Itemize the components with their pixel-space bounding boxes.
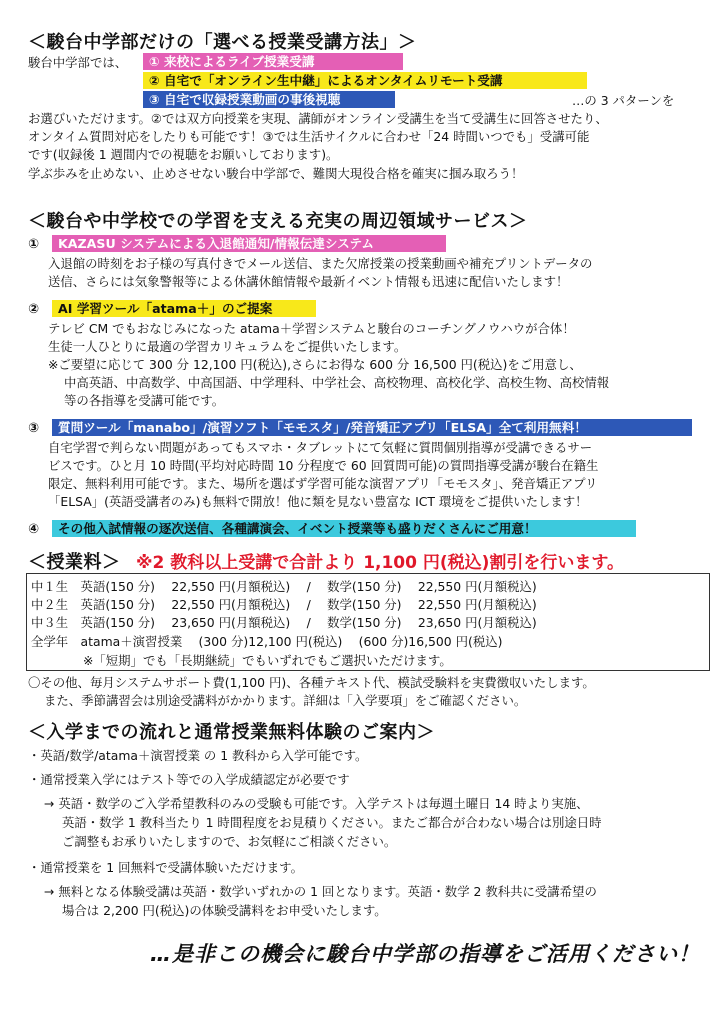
item3-number: ③ <box>28 421 40 436</box>
admission-line: 英語・数学 1 教科当たり 1 時間程度をお見積りください。またご都合が合わない場合は別途日時 <box>62 815 602 830</box>
item3-label: 質問ツール「manabo」/演習ソフト「モモスタ」/発音矯正アプリ「ELSA」全て利用無料！ <box>52 419 692 436</box>
fee-row-grade3: 中３生 英語(150 分) 23,650 円(月額税込) / 数学(150 分) 23,650 円(月額税込) <box>31 615 537 630</box>
patterns-suffix: …の 3 パターンを <box>572 93 675 108</box>
item2-number: ② <box>28 302 40 317</box>
section1-body-line: 学ぶ歩みを止めない、止めさせない駿台中学部で、難関大現役合格を確実に掴み取ろう！ <box>28 166 524 181</box>
admission-line: ・英語/数学/atama＋演習授業 の 1 教科から入学可能です。 <box>28 748 368 763</box>
item2-line: 等の各指導を受講可能です。 <box>64 393 225 408</box>
item2-line: 中高英語、中高数学、中高国語、中学理科、中学社会、高校物理、高校化学、高校生物、高校情報 <box>64 375 610 390</box>
item2-line: テレビ CM でもおなじみになった atama＋学習システムと駿台のコーチングノウハウが合体！ <box>48 321 575 336</box>
fee-row-grade1: 中１生 英語(150 分) 22,550 円(月額税込) / 数学(150 分) 22,550 円(月額税込) <box>31 579 537 594</box>
item3-line: 限定、無料利用可能です。また、場所を選ばず学習可能な演習アプリ「モモスタ」、発音矯正アプリ <box>48 476 598 491</box>
section1-intro: 駿台中学部では、 <box>28 55 128 70</box>
item2-label: AI 学習ツール「atama＋」のご提案 <box>52 300 316 317</box>
section1-body-line: お選びいただけます。②では双方向授業を実現、講師がオンライン受講生を当て受講生に回答させたり、 <box>28 111 608 126</box>
trial-line: ・通常授業を 1 回無料で受講体験いただけます。 <box>28 860 303 875</box>
option-online: ② 自宅で「オンライン生中継」によるオンタイムリモート受講 <box>143 72 587 89</box>
item4-label: その他入試情報の逐次送信、各種講演会、イベント授業等も盛りだくさんにご用意！ <box>52 520 636 537</box>
fees-title: ＜授業料＞ <box>28 552 121 573</box>
closing-message: …是非この機会に駿台中学部の指導をご活用ください！ <box>150 942 700 966</box>
admission-line: ・通常授業入学にはテスト等での入学成績認定が必要です <box>28 772 350 787</box>
admission-line: ご調整もお承りいたしますので、お気軽にご相談ください。 <box>62 834 397 849</box>
trial-line: 場合は 2,200 円(税込)の体験受講料をお申受いたします。 <box>62 903 387 918</box>
fee-table <box>26 573 710 671</box>
item3-line: 自宅学習で判らない問題があってもスマホ・タブレットにて気軽に質問個別指導が受講できるサー <box>48 440 593 455</box>
admission-line: → 英語・数学のご入学希望教科のみの受験も可能です。入学テストは毎週土曜日 14 時より実施、 <box>44 796 589 811</box>
item3-line: 「ELSA」(英語受講者のみ)も無料で開放！他に類を見ない豊富な ICT 環境をご提供いたします！ <box>48 494 588 509</box>
item1-line: 入退館の時刻をお子様の写真付きでメール送信、また欠席授業の授業動画や補充プリントデータの <box>48 256 593 271</box>
item3-line: ビスです。ひと月 10 時間(平均対応時間 10 分程度で 60 回質問可能)の質問指導受講が駿台在籍生 <box>48 458 599 473</box>
section1-body-line: です(収録後 1 週間内での視聴をお願いしております)。 <box>28 147 339 162</box>
fee-row-note: ※「短期」でも「長期継続」でもいずれでもご選択いただけます。 <box>83 653 452 668</box>
item1-number: ① <box>28 237 40 252</box>
section4-title: ＜入学までの流れと通常授業無料体験のご案内＞ <box>28 722 435 743</box>
item2-line: 生徒一人ひとりに最適の学習カリキュラムをご提供いたします。 <box>48 339 407 354</box>
fees-note-line: また、季節講習会は別途受講料がかかります。詳細は「入学要項」をご確認ください。 <box>44 693 527 708</box>
option-live: ① 来校によるライブ授業受講 <box>143 53 403 70</box>
fees-discount: ※2 教科以上受講で合計より 1,100 円(税込)割引を行います。 <box>136 553 625 573</box>
item4-number: ④ <box>28 522 40 537</box>
section1-body-line: オンタイム質問対応をしたりも可能です！③では生活サイクルに合わせ「24 時間いつでも」受講可能 <box>28 129 590 144</box>
fee-row-grade2: 中２生 英語(150 分) 22,550 円(月額税込) / 数学(150 分) 22,550 円(月額税込) <box>31 597 537 612</box>
fees-note-line: 〇その他、毎月システムサポート費(1,100 円)、各種テキスト代、模試受験料を実費徴収いたします。 <box>28 675 595 690</box>
item1-label: KAZASU システムによる入退館通知/情報伝達システム <box>52 235 446 252</box>
fee-row-all-grades: 全学年 atama＋演習授業 (300 分)12,100 円(税込) (600 分)16,500 円(税込) <box>31 634 503 649</box>
section2-title: ＜駿台や中学校での学習を支える充実の周辺領域サービス＞ <box>28 211 528 232</box>
item2-line: ※ご要望に応じて 300 分 12,100 円(税込),さらにお得な 600 分 16,500 円(税込)をご用意し、 <box>48 357 582 372</box>
trial-line: → 無料となる体験受講は英語・数学いずれかの 1 回となります。英語・数学 2 教科共に受講希望の <box>44 884 597 899</box>
option-recorded: ③ 自宅で収録授業動画の事後視聴 <box>143 91 395 108</box>
section1-title: ＜駿台中学部だけの「選べる授業受講方法」＞ <box>28 32 417 53</box>
item1-line: 送信、さらには気象警報等による休講休館情報や最新イベント情報も迅速に配信いたします！ <box>48 274 569 289</box>
